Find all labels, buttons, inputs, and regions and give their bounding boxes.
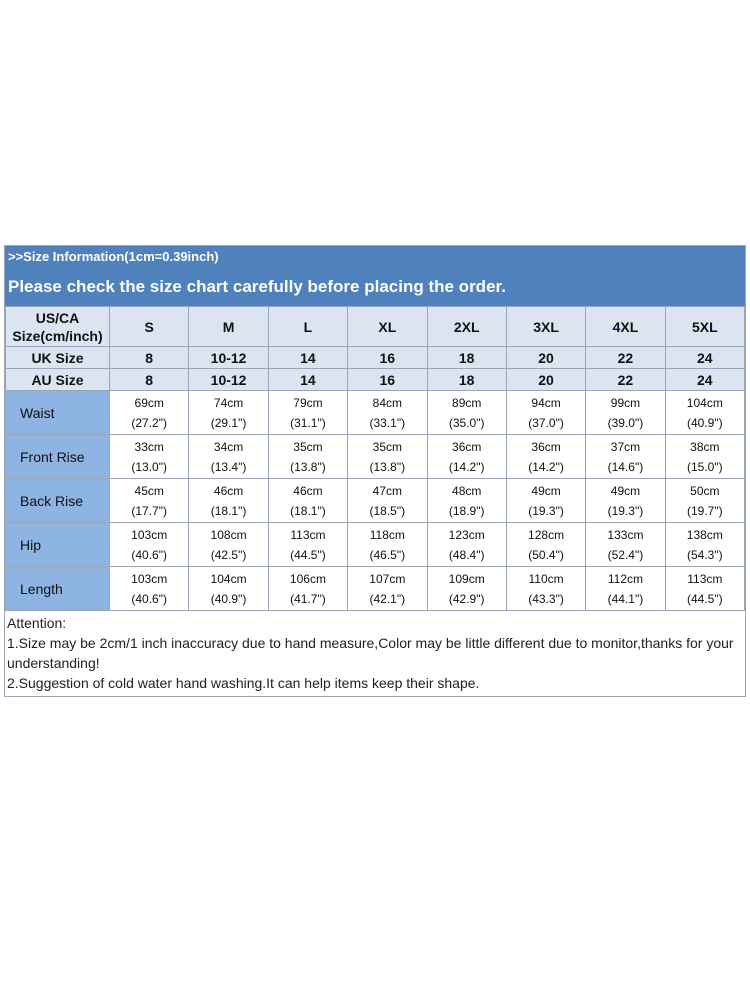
- size-row-cell: 8: [110, 369, 189, 391]
- attention-notes: [5, 611, 745, 696]
- size-row-cell: 24: [665, 347, 744, 369]
- measurement-row: [6, 479, 745, 523]
- measurement-inch: (44.5"): [687, 591, 723, 606]
- measurement-inch: (29.1"): [210, 415, 247, 430]
- measurement-cell: [268, 479, 347, 523]
- measurement-cell: [665, 523, 744, 567]
- measurement-inch: (44.1"): [607, 591, 644, 606]
- measurement-inch: (18.1"): [290, 503, 326, 518]
- measurement-cell: [268, 391, 347, 435]
- measurement-cm: 36cm: [531, 439, 561, 454]
- size-header-cell: L: [268, 307, 347, 347]
- measurement-inch: (52.4"): [607, 547, 644, 562]
- measurement-cell: [506, 567, 585, 611]
- measurement-inch: (40.9"): [210, 591, 247, 606]
- measurement-row: [6, 435, 745, 479]
- measurement-inch: (14.6"): [607, 459, 644, 474]
- size-header-cell: 5XL: [665, 307, 744, 347]
- measurement-label: Front Rise: [6, 435, 110, 479]
- size-row-cell: 18: [427, 369, 506, 391]
- size-row-label: AU Size: [6, 369, 110, 391]
- measurement-cm: 107cm: [369, 571, 406, 586]
- measurement-row: [6, 391, 745, 435]
- measurement-inch: (18.1"): [210, 503, 247, 518]
- measurement-cell: [427, 567, 506, 611]
- measurement-cm: 38cm: [690, 439, 720, 454]
- attention-note-1: 1.Size may be 2cm/1 inch inaccuracy due to hand measure,Color may be little different due to monitor,thanks for your understanding!: [7, 635, 734, 671]
- measurement-inch: (54.3"): [687, 547, 723, 562]
- size-row: [6, 369, 745, 391]
- measurement-cell: [586, 523, 665, 567]
- measurement-inch: (14.2"): [528, 459, 564, 474]
- measurement-inch: (13.8"): [290, 459, 326, 474]
- measurement-cell: [665, 567, 744, 611]
- measurement-cm: 118cm: [369, 527, 405, 542]
- measurement-cm: 49cm: [531, 483, 561, 498]
- size-table: [5, 306, 745, 611]
- size-row-cell: 10-12: [189, 347, 268, 369]
- size-header-cell: S: [110, 307, 189, 347]
- size-row-cell: 16: [348, 369, 427, 391]
- size-row-cell: 20: [506, 369, 585, 391]
- measurement-inch: (42.5"): [210, 547, 247, 562]
- measurement-cm: 36cm: [452, 439, 482, 454]
- size-chart: [4, 245, 746, 697]
- measurement-inch: (18.5"): [369, 503, 406, 518]
- size-row-cell: 24: [665, 369, 744, 391]
- measurement-inch: (46.5"): [369, 547, 406, 562]
- measurement-cell: [189, 523, 268, 567]
- measurement-cell: [268, 523, 347, 567]
- measurement-inch: (48.4"): [448, 547, 485, 562]
- measurement-inch: (40.6"): [131, 591, 167, 606]
- size-header-cell: XL: [348, 307, 427, 347]
- measurement-cm: 49cm: [610, 483, 641, 498]
- measurement-cell: [506, 435, 585, 479]
- measurement-cell: [110, 479, 189, 523]
- measurement-cm: 104cm: [686, 395, 723, 410]
- measurement-cm: 47cm: [372, 483, 402, 498]
- measurement-cm: 37cm: [610, 439, 641, 454]
- measurement-cm: 110cm: [528, 571, 564, 586]
- measurement-cm: 123cm: [448, 527, 485, 542]
- size-header-row: [6, 307, 745, 347]
- measurement-inch: (40.6"): [131, 547, 167, 562]
- measurement-cell: [348, 523, 427, 567]
- size-header-cell: 2XL: [427, 307, 506, 347]
- measurement-cm: 35cm: [293, 439, 323, 454]
- measurement-cell: [348, 567, 427, 611]
- measurement-cm: 106cm: [289, 571, 326, 586]
- measurement-row: [6, 523, 745, 567]
- size-row-cell: 14: [268, 347, 347, 369]
- measurement-cell: [665, 435, 744, 479]
- size-row-cell: 20: [506, 347, 585, 369]
- measurement-inch: (14.2"): [448, 459, 485, 474]
- measurement-cell: [586, 435, 665, 479]
- measurement-cm: 33cm: [134, 439, 164, 454]
- measurement-cell: [268, 435, 347, 479]
- measurement-inch: (50.4"): [528, 547, 564, 562]
- corner-label: [6, 307, 110, 347]
- measurement-inch: (27.2"): [131, 415, 167, 430]
- measurement-cm: 109cm: [448, 571, 485, 586]
- measurement-cm: 50cm: [690, 483, 720, 498]
- measurement-cell: [110, 523, 189, 567]
- measurement-cell: [665, 479, 744, 523]
- measurement-cm: 112cm: [607, 571, 643, 586]
- measurement-cm: 99cm: [610, 395, 641, 410]
- measurement-cm: 108cm: [210, 527, 247, 542]
- measurement-cell: [586, 567, 665, 611]
- measurement-inch: (41.7"): [290, 591, 326, 606]
- measurement-cm: 79cm: [293, 395, 323, 410]
- measurement-inch: (39.0"): [607, 415, 644, 430]
- measurement-cell: [586, 391, 665, 435]
- chart-header: [5, 246, 745, 306]
- measurement-cm: 128cm: [528, 527, 565, 542]
- measurement-cell: [189, 567, 268, 611]
- measurement-cm: 34cm: [213, 439, 244, 454]
- measurement-cell: [110, 391, 189, 435]
- measurement-inch: (44.5"): [290, 547, 326, 562]
- measurement-label: Back Rise: [6, 479, 110, 523]
- measurement-inch: (35.0"): [448, 415, 485, 430]
- measurement-cell: [189, 391, 268, 435]
- measurement-cell: [427, 479, 506, 523]
- measurement-inch: (19.3"): [528, 503, 564, 518]
- measurement-cell: [506, 479, 585, 523]
- chart-title: Please check the size chart carefully before placing the order.: [8, 277, 506, 296]
- measurement-cell: [348, 479, 427, 523]
- measurement-inch: (37.0"): [528, 415, 564, 430]
- measurement-cm: 113cm: [687, 571, 723, 586]
- measurement-inch: (13.0"): [131, 459, 167, 474]
- size-row-cell: 18: [427, 347, 506, 369]
- measurement-label: Hip: [6, 523, 110, 567]
- measurement-cm: 94cm: [531, 395, 561, 410]
- size-row-cell: 22: [586, 347, 665, 369]
- measurement-cell: [427, 435, 506, 479]
- size-row-cell: 8: [110, 347, 189, 369]
- measurement-cm: 45cm: [134, 483, 164, 498]
- measurement-cm: 69cm: [134, 395, 164, 410]
- measurement-cm: 74cm: [213, 395, 244, 410]
- measurement-cell: [506, 523, 585, 567]
- measurement-inch: (13.8"): [369, 459, 406, 474]
- measurement-cm: 133cm: [607, 527, 644, 542]
- measurement-cm: 113cm: [290, 527, 326, 542]
- size-row-cell: 22: [586, 369, 665, 391]
- measurement-inch: (31.1"): [290, 415, 326, 430]
- measurement-inch: (42.9"): [448, 591, 485, 606]
- measurement-cm: 48cm: [452, 483, 482, 498]
- attention-heading: Attention:: [7, 615, 67, 631]
- size-row: [6, 347, 745, 369]
- size-header-cell: 4XL: [586, 307, 665, 347]
- measurement-cm: 89cm: [452, 395, 482, 410]
- measurement-cm: 103cm: [131, 571, 168, 586]
- measurement-cell: [427, 391, 506, 435]
- measurement-cell: [506, 391, 585, 435]
- measurement-row: [6, 567, 745, 611]
- measurement-cm: 138cm: [686, 527, 723, 542]
- measurement-cm: 46cm: [213, 483, 244, 498]
- measurement-cm: 46cm: [293, 483, 323, 498]
- measurement-inch: (15.0"): [687, 459, 723, 474]
- measurement-cell: [348, 435, 427, 479]
- measurement-cell: [189, 479, 268, 523]
- measurement-inch: (43.3"): [528, 591, 564, 606]
- measurement-cm: 35cm: [372, 439, 402, 454]
- measurement-label: Length: [6, 567, 110, 611]
- size-info-label: >>Size Information(1cm=0.39inch): [8, 249, 219, 264]
- measurement-label: Waist: [6, 391, 110, 435]
- measurement-cm: 84cm: [372, 395, 402, 410]
- measurement-inch: (13.4"): [210, 459, 247, 474]
- measurement-inch: (40.9"): [687, 415, 723, 430]
- size-header-cell: 3XL: [506, 307, 585, 347]
- measurement-cm: 103cm: [131, 527, 168, 542]
- measurement-inch: (18.9"): [448, 503, 485, 518]
- measurement-inch: (42.1"): [369, 591, 406, 606]
- size-row-cell: 14: [268, 369, 347, 391]
- corner-label-line1: US/CA: [35, 309, 80, 326]
- size-header-cell: M: [189, 307, 268, 347]
- corner-label-line2: Size(cm/inch): [12, 327, 103, 344]
- measurement-cell: [348, 391, 427, 435]
- measurement-cell: [665, 391, 744, 435]
- measurement-cell: [189, 435, 268, 479]
- size-row-cell: 16: [348, 347, 427, 369]
- measurement-cm: 104cm: [210, 571, 247, 586]
- measurement-cell: [586, 479, 665, 523]
- size-row-label: UK Size: [6, 347, 110, 369]
- measurement-inch: (17.7"): [131, 503, 167, 518]
- measurement-inch: (33.1"): [369, 415, 406, 430]
- size-row-cell: 10-12: [189, 369, 268, 391]
- measurement-inch: (19.3"): [607, 503, 644, 518]
- measurement-cell: [110, 567, 189, 611]
- measurement-cell: [110, 435, 189, 479]
- measurement-cell: [427, 523, 506, 567]
- measurement-cell: [268, 567, 347, 611]
- measurement-inch: (19.7"): [687, 503, 723, 518]
- attention-note-2: 2.Suggestion of cold water hand washing.It can help items keep their shape.: [7, 675, 480, 691]
